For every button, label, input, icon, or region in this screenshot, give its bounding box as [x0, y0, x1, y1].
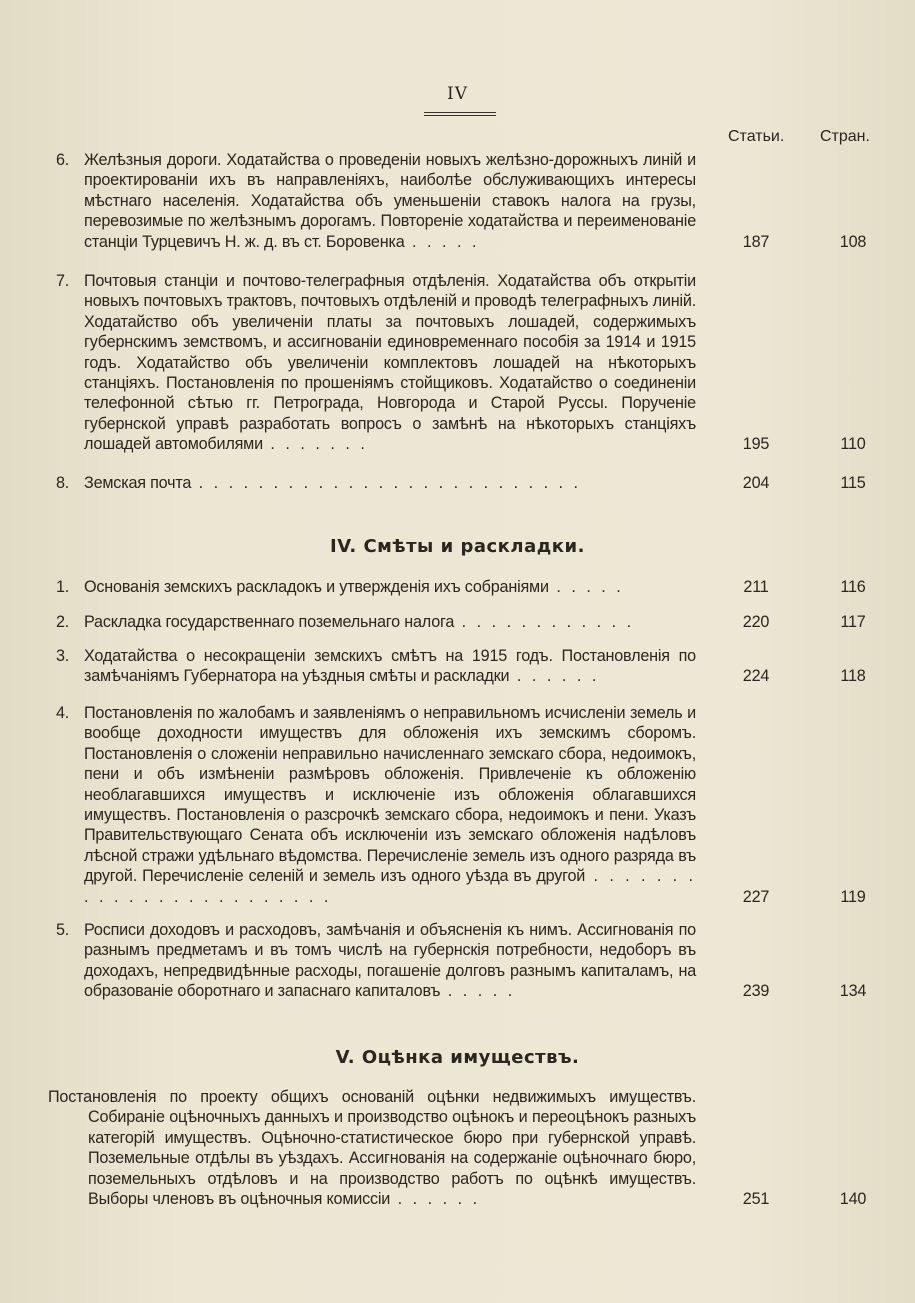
entry-page: 108 — [839, 232, 867, 251]
toc-entry — [56, 703, 871, 907]
entry-page: 115 — [840, 474, 866, 492]
entry-number: 5. — [56, 921, 70, 939]
entry-number: 1. — [56, 578, 70, 596]
entry-page: 140 — [839, 1190, 867, 1209]
toc-entry — [56, 646, 871, 687]
entry-text: Основанія земскихъ раскладокъ и утвержденія ихъ собраніями . . . . . — [84, 578, 624, 596]
toc-entry — [56, 473, 871, 493]
entry-text: Ходатайства о несокращеніи земскихъ смѣтъ на 1915 годъ. Постановленія по замѣчаніямъ Губернатора на уѣздныя смѣты и раскладки . . . . . . — [84, 647, 696, 686]
entry-number: 3. — [56, 647, 70, 665]
entry-article: 211 — [743, 578, 769, 596]
column-header-pages: Стран. — [820, 128, 870, 145]
entry-number: 2. — [56, 613, 70, 631]
entry-article: 224 — [742, 667, 770, 686]
section-heading-v: V. Оцѣнка имуществъ. — [335, 1047, 580, 1068]
entry-text: Раскладка государственнаго поземельнаго налога . . . . . . . . . . . . — [84, 613, 635, 631]
entry-article: 251 — [742, 1190, 770, 1209]
entry-page: 119 — [840, 887, 866, 906]
entry-number: 8. — [56, 474, 70, 492]
toc-entry — [48, 1087, 871, 1209]
entry-article: 195 — [742, 435, 770, 454]
toc-entry — [56, 612, 871, 632]
entry-page: 117 — [840, 613, 866, 631]
toc-entry — [56, 271, 871, 455]
entry-page: 118 — [840, 667, 866, 686]
entry-text: Почтовыя станціи и почтово-телеграфныя отдѣленія. Ходатайства объ открытіи новыхъ почтовыхъ трактовъ, почтовыхъ отдѣленій и проводѣ телеграфныхъ линій. Ходатайство объ увеличеніи платы за почтовыхъ лошадей, содержимыхъ губернскимъ земствомъ, и ассигнованіи единовременнаго пособія за 1914 и 1915 годъ. Ходатайство объ увеличеніи комплектовъ лошадей на нѣкоторыхъ станціяхъ. Постановленія по прошеніямъ стойщиковъ. Ходатайство о соединеніи телефонной сѣтью гг. Петрограда, Новгорода и Старой Руссы. Порученіе губернской управѣ разработать вопросъ о замѣнѣ на нѣкоторыхъ станціяхъ лошадей автомобилями . . . . . . . — [84, 272, 696, 454]
page-number: IV — [447, 84, 468, 104]
entry-page: 134 — [839, 982, 867, 1001]
entry-article: 204 — [742, 474, 770, 492]
entry-article: 220 — [742, 613, 770, 631]
entry-text: Постановленія по жалобамъ и заявленіямъ о неправильномъ исчисленіи земель и вообще доходности имуществъ для обложенія ихъ земскимъ сборомъ. Постановленія о сложеніи неправильно начисленнаго земскаго сбора, недоимокъ, пени и объ измѣненіи размѣровъ обложенія. Привлеченіе къ обложенію необлагавшихся имуществъ и исключеніе изъ обложенія облагавшихся имуществъ. Постановленія о разсрочкѣ земскаго сбора, недоимокъ и пени. Указъ Правительствующаго Сената объ исключеніи изъ земскаго обложенія надѣловъ лѣсной стражи удѣльнаго вѣдомства. Перечисленіе земель изъ одного разряда въ другой. Перечисленіе селеній и земель изъ одного уѣзда въ другой . . . . . . . . . . . . . . . . . . . . . . . . — [84, 704, 696, 906]
toc-entry — [56, 150, 871, 252]
entry-article: 227 — [742, 887, 770, 906]
entry-text: Желѣзныя дороги. Ходатайства о проведеніи новыхъ желѣзно-дорожныхъ линій и проектированіи ихъ въ направленіяхъ, наиболѣе обслуживающихъ интересы мѣстнаго населенія. Ходатайства объ уменьшеніи ставокъ налога на грузы, перевозимые по желѣзнымъ дорогамъ. Повтореніе ходатайства и переименованіе станціи Турцевичъ Н. ж. д. въ ст. Боровенка . . . . . — [84, 151, 696, 251]
toc-entry — [56, 577, 871, 597]
entry-text: Росписи доходовъ и расходовъ, замѣчанія и объясненія къ нимъ. Ассигнованія по разнымъ предметамъ и въ томъ числѣ на губернскія потребности, недоборъ въ доходахъ, непредвидѣнные расходы, погашеніе долговъ разнымъ капиталамъ, на образованіе оборотнаго и запаснаго капиталовъ . . . . . — [84, 921, 696, 1001]
entry-number: 6. — [56, 151, 70, 169]
section-heading-iv: IV. Смѣты и раскладки. — [330, 536, 585, 557]
header-rule — [424, 112, 496, 116]
entry-number: 7. — [56, 272, 70, 290]
entry-page: 116 — [840, 578, 866, 596]
entry-page: 110 — [840, 435, 866, 454]
entry-article: 187 — [742, 232, 770, 251]
column-header-articles: Статьи. — [728, 128, 785, 145]
entry-article: 239 — [742, 982, 770, 1001]
toc-entry — [56, 920, 871, 1002]
entry-text: Земская почта . . . . . . . . . . . . . . . . . . . . . . . . . . — [84, 474, 582, 492]
entry-text: Постановленія по проекту общихъ основаній оцѣнки недвижимыхъ имуществъ. Собираніе оцѣночныхъ данныхъ и производство оцѣнокъ и переоцѣнокъ разныхъ категорій имуществъ. Оцѣночно-статистическое бюро при губернской управѣ. Поземельные отдѣлы въ уѣздахъ. Ассигнованія на содержаніе оцѣночнаго бюро, поземельныхъ отдѣловъ и на производство работъ по оцѣнкѣ имуществъ. Выборы членовъ въ оцѣночныя комиссіи . . . . . . — [48, 1088, 696, 1209]
entry-number: 4. — [56, 704, 70, 722]
